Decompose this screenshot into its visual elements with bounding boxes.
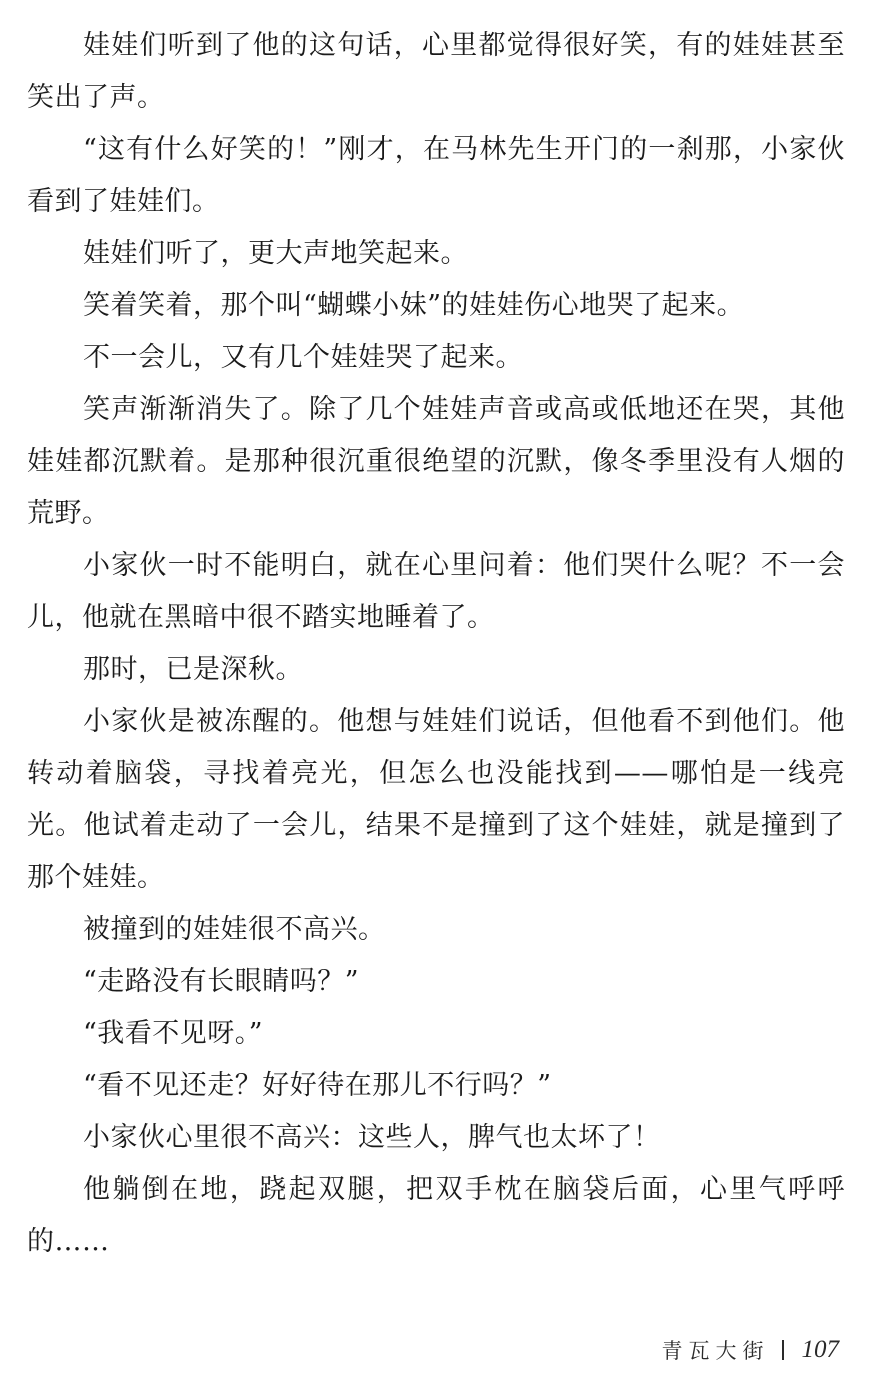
paragraph: “这有什么好笑的！”刚才，在马林先生开门的一刹那，小家伙看到了娃娃们。: [27, 134, 845, 217]
paragraph: 笑声渐渐消失了。除了几个娃娃声音或高或低地还在哭，其他娃娃都沉默着。是那种很沉重很绝望的沉默，像冬季里没有人烟的荒野。: [27, 394, 845, 529]
footer-divider: [782, 1340, 784, 1360]
paragraph: “走路没有长眼睛吗？”: [83, 966, 360, 997]
paragraph: 小家伙是被冻醒的。他想与娃娃们说话，但他看不到他们。他转动着脑袋，寻找着亮光，但怎么也没能找到——哪怕是一线亮光。他试着走动了一会儿，结果不是撞到了这个娃娃，就是撞到了那个娃娃。: [27, 706, 845, 893]
page-footer: [662, 1330, 840, 1370]
paragraph: 被撞到的娃娃很不高兴。: [83, 914, 386, 945]
page-number: 107: [801, 1336, 839, 1363]
page-body: [27, 20, 845, 1268]
paragraph: 不一会儿，又有几个娃娃哭了起来。: [83, 342, 523, 373]
paragraph: “看不见还走？好好待在那儿不行吗？”: [83, 1070, 552, 1101]
paragraph: 他躺倒在地，跷起双腿，把双手枕在脑袋后面，心里气呼呼的……: [27, 1174, 845, 1257]
paragraph: 那时，已是深秋。: [83, 654, 303, 685]
paragraph: 娃娃们听了，更大声地笑起来。: [83, 238, 468, 269]
paragraph: 笑着笑着，那个叫“蝴蝶小妹”的娃娃伤心地哭了起来。: [83, 290, 745, 321]
book-title: 青瓦大街: [661, 1339, 770, 1363]
paragraph: 娃娃们听到了他的这句话，心里都觉得很好笑，有的娃娃甚至笑出了声。: [27, 30, 845, 113]
paragraph: 小家伙心里很不高兴：这些人，脾气也太坏了！: [83, 1122, 661, 1153]
paragraph: 小家伙一时不能明白，就在心里问着：他们哭什么呢？不一会儿，他就在黑暗中很不踏实地睡着了。: [27, 550, 845, 633]
paragraph: “我看不见呀。”: [83, 1018, 264, 1049]
